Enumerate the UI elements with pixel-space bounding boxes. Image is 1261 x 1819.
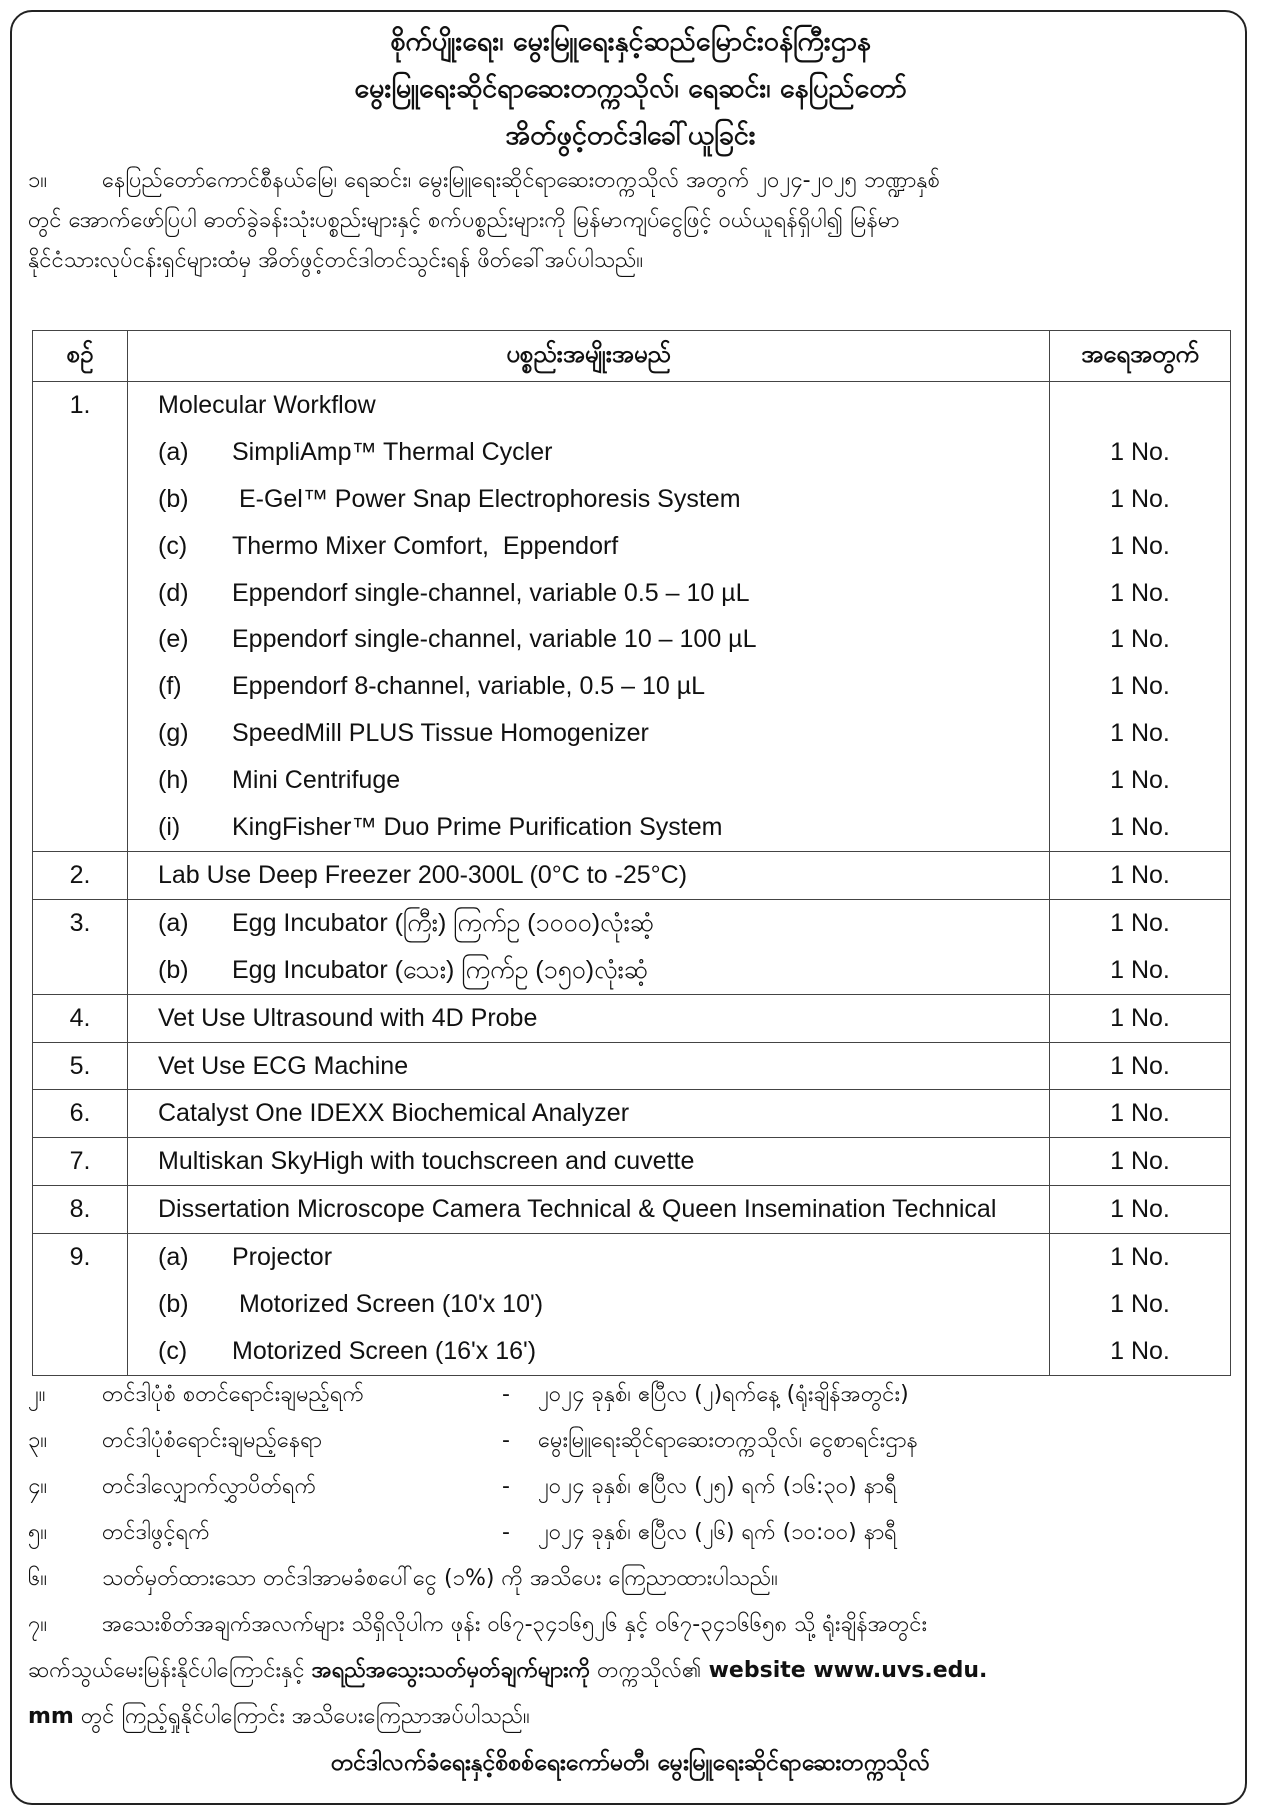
row-quantity [1050, 899, 1231, 994]
sub-item-quantity: 1 No. [1110, 484, 1170, 513]
sub-item [158, 947, 1049, 994]
row-quantity [1050, 1042, 1231, 1090]
sub-item [158, 710, 1049, 757]
row-serial: 9. [33, 1234, 128, 1376]
items-table [32, 330, 1231, 1376]
detail-number: ၂။ [28, 1382, 46, 1407]
intro-paragraph [28, 161, 1233, 281]
table-row [33, 382, 1231, 852]
table-row [33, 1138, 1231, 1186]
detail-number: ၅။ [28, 1520, 48, 1545]
detail-number: ၃။ [28, 1428, 48, 1453]
row-description [128, 382, 1050, 852]
table-row [33, 994, 1231, 1042]
sub-item [158, 1281, 1049, 1328]
item-quantity: 1 No. [1110, 1099, 1170, 1128]
row-quantity [1050, 1186, 1231, 1234]
item-title: Vet Use Ultrasound with 4D Probe [158, 1003, 538, 1032]
sub-item-text: SpeedMill PLUS Tissue Homogenizer [232, 719, 649, 748]
intro-line-1: နေပြည်တော်ကောင်စီနယ်မြေ၊ ရေဆင်း၊ မွေးမြူရေးဆိုင်ရာဆေးတက္ကသိုလ် အတွက် ၂၀၂၄-၂၀၂၅ ဘဏ္ဍာနှစ် [102, 168, 941, 193]
item-quantity: 1 No. [1110, 861, 1170, 889]
item-title: Catalyst One IDEXX Biochemical Analyzer [158, 1099, 630, 1128]
sub-item [158, 900, 1049, 947]
website-link[interactable]: website www.uvs.edu. [708, 1658, 988, 1683]
row-description [128, 1090, 1050, 1138]
detail-value: မွေးမြူရေးဆိုင်ရာဆေးတက္ကသိုလ်၊ ငွေစာရင်းဌာန [538, 1428, 918, 1453]
item-title: Dissertation Microscope Camera Technical & Queen Insemination Technical [158, 1195, 997, 1224]
sub-item-text: Motorized Screen (16'x 16') [232, 1336, 537, 1365]
table-row [33, 1234, 1231, 1376]
detail-label: တင်ဒါပုံစံ စတင်ရောင်းချမည့်ရက် [102, 1382, 365, 1407]
row-serial: 8. [33, 1186, 128, 1234]
row-quantity [1050, 852, 1231, 900]
item-quantity: 1 No. [1110, 1147, 1170, 1176]
detail-number: ၄။ [28, 1474, 48, 1499]
detail-row [28, 1372, 1233, 1418]
item-title: Vet Use ECG Machine [158, 1051, 409, 1080]
sub-item-letter: (a) [158, 437, 189, 466]
sub-item-text: Thermo Mixer Comfort, Eppendorf [232, 531, 619, 560]
sub-item [158, 476, 1049, 523]
sub-item-letter: (c) [158, 531, 188, 560]
sub-item-quantity: 1 No. [1110, 437, 1170, 466]
detail-dash: - [502, 1428, 510, 1453]
sub-item [158, 1234, 1049, 1281]
row-serial: 7. [33, 1138, 128, 1186]
table-row [33, 852, 1231, 900]
sub-item-letter: (a) [158, 1243, 189, 1272]
row-quantity [1050, 1234, 1231, 1376]
sub-item-quantity: 1 No. [1110, 766, 1170, 795]
sub-item [158, 1328, 1049, 1375]
sub-item-text: SimpliAmp™ Thermal Cycler [232, 437, 553, 466]
row-serial: 4. [33, 994, 128, 1042]
detail-value: ၂၀၂၄ ခုနှစ်၊ ဧပြီလ (၂၅) ရက် (၁၆:၃၀) နာရီ [538, 1474, 897, 1499]
intro-line-3: နိုင်ငံသားလုပ်ငန်းရှင်များထံမှ အိတ်ဖွင့်တင်ဒါတင်သွင်းရန် ဖိတ်ခေါ်အပ်ပါသည်။ [28, 248, 644, 273]
sub-item [158, 570, 1049, 617]
row-serial: 1. [33, 382, 128, 852]
intro-line-2: တွင် အောက်ဖော်ပြပါ ဓာတ်ခွဲခန်းသုံးပစ္စည်းများနှင့် စက်ပစ္စည်းများကို မြန်မာကျပ်ငွေဖြင့် ဝယ်ယူရန်ရှိပါ၍ မြန်မာ [28, 208, 900, 233]
detail-label: တင်ဒါဖွင့်ရက် [102, 1520, 210, 1545]
notice-7-line-1: ၇။ အသေးစိတ်အချက်အလက်များ သိရှိလိုပါက ဖုန်း ၀၆၇-၃၄၁၆၅၂၆ နှင့် ၀၆၇-၃၄၁၆၆၅၈ သို့ ရုံးချိန်အတွင်း [28, 1612, 928, 1637]
row-quantity [1050, 382, 1231, 852]
tender-details [28, 1372, 1233, 1786]
detail-label: တင်ဒါပုံစံရောင်းချမည့်နေရာ [102, 1428, 322, 1453]
sub-item-quantity: 1 No. [1110, 955, 1170, 984]
notice-7-line-3: mm တွင် ကြည့်ရှုနိုင်ပါကြောင်း အသိပေးကြေညာအပ်ပါသည်။ [28, 1704, 530, 1729]
header-serial: စဉ် [33, 331, 128, 382]
table-row [33, 899, 1231, 994]
sub-item-quantity: 1 No. [1110, 813, 1170, 842]
row-serial: 6. [33, 1090, 128, 1138]
sub-item-letter: (c) [158, 1336, 188, 1365]
intro-number: ၁။ [28, 168, 48, 193]
detail-dash: - [502, 1474, 510, 1499]
quality-specs-text: အရည်အသွေးသတ်မှတ်ချက်များကို [311, 1658, 591, 1683]
detail-dash: - [502, 1520, 510, 1545]
sub-item-letter: (g) [158, 719, 189, 748]
detail-row [28, 1464, 1233, 1510]
row-quantity [1050, 1138, 1231, 1186]
sub-item [158, 429, 1049, 476]
sub-item-letter: (d) [158, 578, 189, 607]
item-quantity: 1 No. [1110, 1003, 1170, 1032]
detail-value: ၂၀၂၄ ခုနှစ်၊ ဧပြီလ (၂၆) ရက် (၁၀:၀၀) နာရီ [538, 1520, 897, 1545]
sub-item [158, 616, 1049, 663]
sub-item-text: Projector [232, 1243, 333, 1272]
sub-item-quantity: 1 No. [1110, 1336, 1170, 1365]
sub-item-text: Mini Centrifuge [232, 766, 401, 795]
sub-item [158, 757, 1049, 804]
detail-row [28, 1510, 1233, 1556]
table-row [33, 1042, 1231, 1090]
row-description [128, 852, 1050, 900]
sub-item-quantity: 1 No. [1110, 672, 1170, 701]
sub-item-quantity: 1 No. [1110, 531, 1170, 560]
row-description [128, 1042, 1050, 1090]
sub-item-text: Egg Incubator (သေး) ကြက်ဥ (၁၅၀)လုံးဆံ့ [232, 955, 649, 984]
sub-item [158, 804, 1049, 851]
notice-6-text: သတ်မှတ်ထားသော တင်ဒါအာမခံစပေါ်ငွေ (၁%) ကို အသိပေး ကြေညာထားပါသည်။ [102, 1566, 778, 1591]
item-quantity [1050, 382, 1230, 429]
sub-item-quantity: 1 No. [1110, 578, 1170, 607]
tender-title: အိတ်ဖွင့်တင်ဒါခေါ်ယူခြင်း [505, 120, 756, 151]
sub-item-text: Eppendorf 8-channel, variable, 0.5 – 10 µL [232, 672, 706, 701]
sub-item-letter: (b) [158, 1290, 189, 1319]
sub-item-text: KingFisher™ Duo Prime Purification System [232, 813, 723, 842]
row-description [128, 1186, 1050, 1234]
sub-item-quantity: 1 No. [1110, 1290, 1170, 1319]
sub-item-text: E-Gel™ Power Snap Electrophoresis System [232, 484, 741, 513]
sub-item-text: Eppendorf single-channel, variable 10 – 100 µL [232, 625, 757, 654]
detail-row [28, 1418, 1233, 1464]
sub-item-quantity: 1 No. [1110, 719, 1170, 748]
item-title: Lab Use Deep Freezer 200-300L (0°C to -25°C) [158, 861, 688, 889]
header-item-name: ပစ္စည်းအမျိုးအမည် [128, 331, 1050, 382]
table-header-row [33, 331, 1231, 382]
sub-item-letter: (f) [158, 672, 182, 701]
sub-item-letter: (a) [158, 908, 189, 937]
sub-item-letter: (e) [158, 625, 189, 654]
item-quantity: 1 No. [1110, 1051, 1170, 1080]
sub-item-quantity: 1 No. [1110, 625, 1170, 654]
row-serial: 5. [33, 1042, 128, 1090]
row-description [128, 1234, 1050, 1376]
table-row [33, 1090, 1231, 1138]
row-description [128, 1138, 1050, 1186]
sub-item-letter: (b) [158, 484, 189, 513]
university-title: မွေးမြူရေးဆိုင်ရာဆေးတက္ကသိုလ်၊ ရေဆင်း၊ နေပြည်တော် [354, 73, 907, 104]
row-quantity [1050, 994, 1231, 1042]
item-quantity: 1 No. [1110, 1195, 1170, 1224]
sub-item-letter: (b) [158, 955, 189, 984]
sub-item-letter: (i) [158, 813, 181, 842]
detail-value: ၂၀၂၄ ခုနှစ်၊ ဧပြီလ (၂)ရက်နေ့ (ရုံးချိန်အတွင်း) [538, 1382, 909, 1407]
sub-item-quantity: 1 No. [1110, 1243, 1170, 1272]
row-description [128, 994, 1050, 1042]
header-quantity: အရေအတွက် [1050, 331, 1231, 382]
table-row [33, 1186, 1231, 1234]
row-description [128, 899, 1050, 994]
sub-item-quantity: 1 No. [1110, 908, 1170, 937]
detail-dash: - [502, 1382, 510, 1407]
notice-header [28, 18, 1233, 281]
detail-label: တင်ဒါလျှောက်လွှာပိတ်ရက် [102, 1474, 317, 1499]
notice-6: ၆။ သတ်မှတ်ထားသော တင်ဒါအာမခံစပေါ်ငွေ (၁%) ကို အသိပေး ကြေညာထားပါသည်။ [28, 1566, 778, 1591]
sub-item-text: Eppendorf single-channel, variable 0.5 – 10 µL [232, 578, 750, 607]
row-quantity [1050, 1090, 1231, 1138]
row-serial: 3. [33, 899, 128, 994]
sub-item-text: Egg Incubator (ကြီး) ကြက်ဥ (၁၀၀၀)လုံးဆံ့ [232, 908, 655, 937]
notice-7-line-2: ဆက်သွယ်မေးမြန်းနိုင်ပါကြောင်းနှင့် အရည်အသွေးသတ်မှတ်ချက်များကို တက္ကသိုလ်၏ website www.uvs.edu. [28, 1658, 988, 1683]
committee-signature: တင်ဒါလက်ခံရေးနှင့်စိစစ်ရေးကော်မတီ၊ မွေးမြူရေးဆိုင်ရာဆေးတက္ကသိုလ် [331, 1750, 930, 1776]
sub-item-letter: (h) [158, 766, 189, 795]
ministry-title: စိုက်ပျိုးရေး၊ မွေးမြူရေးနှင့်ဆည်မြောင်းဝန်ကြီးဌာန [390, 26, 871, 57]
website-link-cont[interactable]: mm [28, 1704, 74, 1729]
sub-item [158, 523, 1049, 570]
sub-item-text: Motorized Screen (10'x 10') [232, 1290, 544, 1319]
row-serial: 2. [33, 852, 128, 900]
item-title: Molecular Workflow [158, 391, 376, 419]
sub-item [158, 663, 1049, 710]
item-title: Multiskan SkyHigh with touchscreen and cuvette [158, 1147, 695, 1176]
